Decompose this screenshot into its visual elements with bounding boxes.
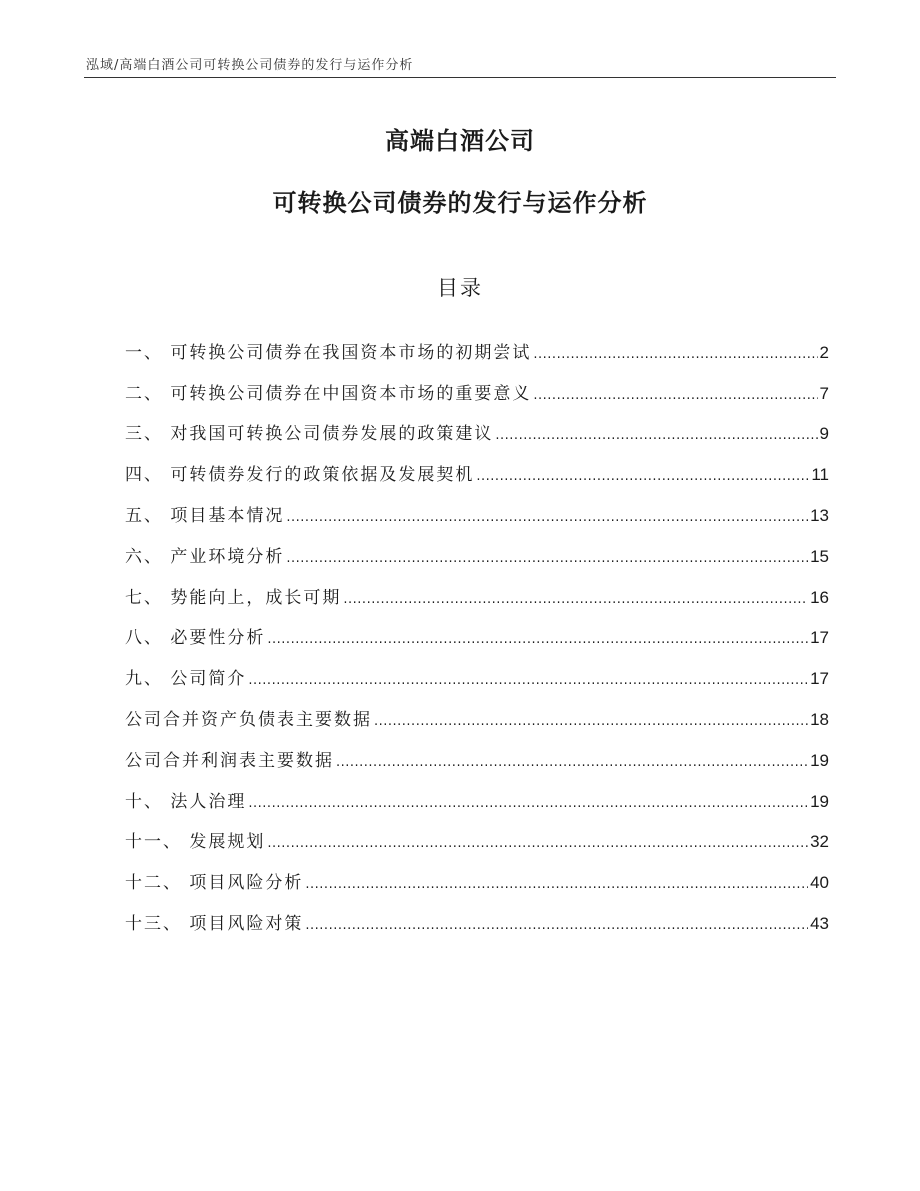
toc-entry[interactable] (125, 651, 829, 692)
toc-leader-dots (286, 507, 808, 529)
toc-entry-page: 9 (819, 424, 829, 444)
toc-entry-page: 19 (810, 791, 829, 811)
toc-entry-label: 三、 对我国可转换公司债券发展的政策建议 (125, 424, 494, 445)
toc-entry[interactable] (125, 896, 829, 937)
toc-entry-label: 八、 必要性分析 (125, 628, 266, 649)
toc-leader-dots (248, 793, 808, 815)
toc-entry-label: 十二、 项目风险分析 (125, 873, 304, 894)
toc-entry-label: 十、 法人治理 (125, 791, 247, 812)
document-title-line1: 高端白酒公司 (385, 127, 535, 155)
toc-entry-page: 17 (810, 669, 829, 689)
toc-entry-page: 7 (819, 383, 829, 403)
toc-leader-dots (305, 915, 808, 937)
toc-leader-dots (286, 548, 808, 570)
toc-entry-page: 19 (810, 750, 829, 770)
document-title-line2: 可转换公司债券的发行与运作分析 (272, 189, 648, 217)
toc-entry[interactable] (125, 692, 829, 733)
toc-entry[interactable] (125, 855, 829, 896)
toc-entry-label: 七、 势能向上，成长可期 (125, 587, 342, 608)
toc-entry-label: 十一、 发展规划 (125, 832, 266, 853)
toc-leader-dots (267, 629, 808, 651)
toc-entry[interactable] (125, 447, 829, 488)
toc-entry-page: 18 (810, 709, 829, 729)
toc-leader-dots (336, 752, 808, 774)
toc-entry-label: 五、 项目基本情况 (125, 505, 285, 526)
toc-entry[interactable] (125, 488, 829, 529)
toc-leader-dots (533, 344, 817, 366)
toc-entry-page: 40 (810, 873, 829, 893)
toc-entry-label: 公司合并利润表主要数据 (125, 750, 334, 771)
toc-leader-dots (267, 833, 808, 855)
toc-entry-page: 16 (810, 587, 829, 607)
toc-entry-label: 四、 可转债券发行的政策依据及发展契机 (125, 465, 475, 486)
toc-entry-page: 32 (810, 832, 829, 852)
toc-entry-label: 十三、 项目风险对策 (125, 913, 304, 934)
header-divider (84, 77, 836, 78)
toc-entry[interactable] (125, 325, 829, 366)
toc-leader-dots (476, 466, 809, 488)
toc-heading: 目录 (437, 276, 483, 300)
toc-leader-dots (495, 425, 817, 447)
toc-entry[interactable] (125, 733, 829, 774)
toc-entry-page: 43 (810, 913, 829, 933)
toc-entry-label: 九、 公司简介 (125, 669, 247, 690)
toc-entry[interactable] (125, 407, 829, 448)
toc-entry[interactable] (125, 815, 829, 856)
toc-leader-dots (248, 670, 808, 692)
toc-entry-page: 13 (810, 505, 829, 525)
toc-entry-label: 公司合并资产负债表主要数据 (125, 709, 372, 730)
toc-entry[interactable] (125, 611, 829, 652)
toc-entry-page: 2 (819, 342, 829, 362)
toc-leader-dots (374, 711, 808, 733)
toc-entry[interactable] (125, 774, 829, 815)
toc-entry-label: 一、 可转换公司债券在我国资本市场的初期尝试 (125, 342, 532, 363)
toc-entry-label: 二、 可转换公司债券在中国资本市场的重要意义 (125, 383, 532, 404)
toc-entry-page: 11 (811, 465, 829, 485)
toc-entry-label: 六、 产业环境分析 (125, 546, 285, 567)
toc-leader-dots (533, 385, 817, 407)
toc-entry-page: 17 (810, 628, 829, 648)
toc-leader-dots (305, 874, 808, 896)
running-header: 泓域/高端白酒公司可转换公司债券的发行与运作分析 (86, 58, 414, 73)
toc-entry[interactable] (125, 570, 829, 611)
toc-leader-dots (343, 589, 808, 611)
table-of-contents (125, 325, 829, 937)
toc-entry[interactable] (125, 366, 829, 407)
toc-entry[interactable] (125, 529, 829, 570)
toc-entry-page: 15 (810, 546, 829, 566)
